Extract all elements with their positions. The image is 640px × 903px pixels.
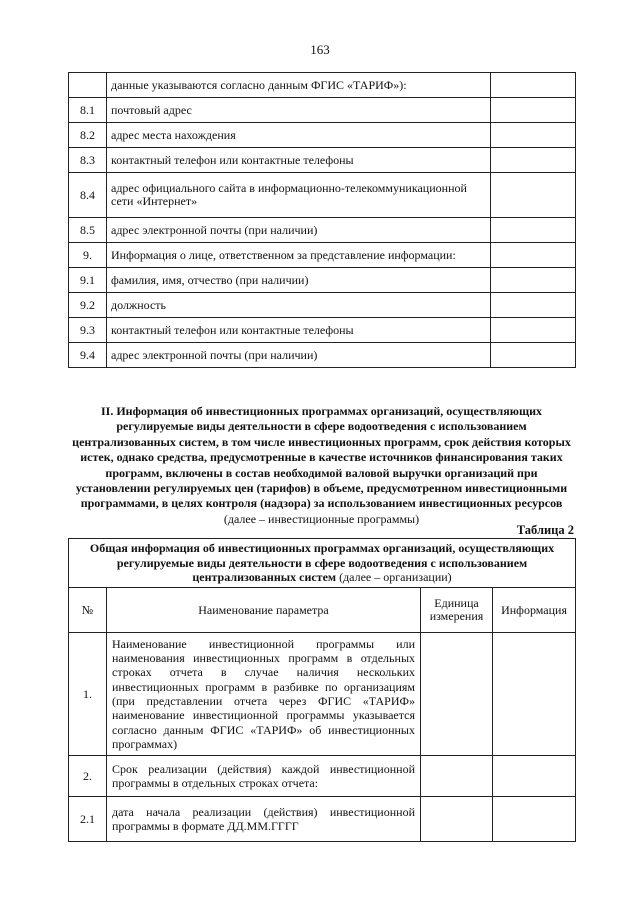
table2-header-note: (далее – организации) (336, 570, 452, 585)
row-parameter: адрес электронной почты (при наличии) (107, 343, 491, 368)
row-parameter: контактный телефон или контактные телефоны (107, 318, 491, 343)
row-value-cell (491, 293, 576, 318)
page-number: 163 (310, 42, 330, 57)
row-info-cell (493, 756, 576, 797)
row-value-cell (491, 73, 576, 98)
table2-header (69, 539, 576, 588)
table-row (69, 98, 576, 123)
row-parameter: почтовый адрес (107, 98, 491, 123)
row-number: 9.1 (69, 268, 107, 293)
table-row (69, 73, 576, 98)
table-row (69, 173, 576, 218)
column-header-info: Информация (493, 588, 576, 633)
investment-programs-table (68, 538, 576, 842)
table-row (69, 148, 576, 173)
row-number (69, 73, 107, 98)
table-row (69, 797, 576, 842)
column-header-unit: Единица измерения (421, 588, 493, 633)
row-value-cell (491, 148, 576, 173)
section-heading (68, 404, 575, 527)
row-parameter: контактный телефон или контактные телефоны (107, 148, 491, 173)
row-parameter: Срок реализации (действия) каждой инвестиционной программы в отдельных строках отчета: (107, 756, 421, 797)
row-number: 8.4 (69, 173, 107, 218)
row-number: 2.1 (69, 797, 107, 842)
column-header-num: № (69, 588, 107, 633)
row-unit-cell (421, 633, 493, 756)
table-row (69, 293, 576, 318)
row-parameter: данные указываются согласно данным ФГИС «ТАРИФ»): (107, 73, 491, 98)
row-info-cell (493, 633, 576, 756)
column-header-name: Наименование параметра (107, 588, 421, 633)
row-number: 8.1 (69, 98, 107, 123)
table-row (69, 318, 576, 343)
table-row (69, 123, 576, 148)
row-number: 2. (69, 756, 107, 797)
table-row (69, 243, 576, 268)
row-parameter: дата начала реализации (действия) инвестиционной программы в формате ДД.ММ.ГГГГ (107, 797, 421, 842)
table2-header-bold: Общая информация об инвестиционных программах организаций, осуществляющих регулируемые виды деятельности в сфере водоотведения с использованием централизованных систем (89, 541, 555, 585)
row-value-cell (491, 268, 576, 293)
row-parameter: адрес официального сайта в информационно-телекоммуникационной сети «Интернет» (107, 173, 491, 218)
section-heading-bold: II. Информация об инвестиционных программах организаций, осуществляющих регулируемые виды деятельности в сфере водоотведения с использованием централизованных систем, в том числе инвестиционных программ, срок действия которых истек, однако средства, предусмотренные в качестве источников финансирования таких программ, включены в состав необходимой валовой выручки организаций при установлении регулируемых цен (тарифов) в объеме, предусмотренном инвестиционными программами, в целях контроля (надзора) за использованием инвестиционных ресурсов (72, 404, 571, 511)
table-row (69, 268, 576, 293)
row-value-cell (491, 243, 576, 268)
row-unit-cell (421, 756, 493, 797)
row-parameter: Информация о лице, ответственном за представление информации: (107, 243, 491, 268)
table-caption: Таблица 2 (516, 523, 574, 537)
info-table-continued (68, 72, 576, 368)
row-number: 9.3 (69, 318, 107, 343)
row-parameter: Наименование инвестиционной программы или наименования инвестиционных программ в отдельных строках отчета в случае наличия нескольких инвестиционных программ в разбивке по организациям (при представлении отчета через ФГИС «ТАРИФ» наименование инвестиционной программы указывается согласно данным ФГИС «ТАРИФ» об инвестиционных программах) (107, 633, 421, 756)
row-number: 8.3 (69, 148, 107, 173)
row-parameter: адрес электронной почты (при наличии) (107, 218, 491, 243)
row-parameter: фамилия, имя, отчество (при наличии) (107, 268, 491, 293)
row-number: 1. (69, 633, 107, 756)
row-value-cell (491, 218, 576, 243)
table-row (69, 343, 576, 368)
row-value-cell (491, 343, 576, 368)
row-number: 8.2 (69, 123, 107, 148)
row-number: 8.5 (69, 218, 107, 243)
table-row (69, 756, 576, 797)
row-value-cell (491, 98, 576, 123)
row-number: 9.4 (69, 343, 107, 368)
row-number: 9.2 (69, 293, 107, 318)
row-info-cell (493, 797, 576, 842)
row-parameter: адрес места нахождения (107, 123, 491, 148)
row-value-cell (491, 173, 576, 218)
section-heading-note: (далее – инвестиционные программы) (223, 511, 420, 526)
row-parameter: должность (107, 293, 491, 318)
row-unit-cell (421, 797, 493, 842)
table-row (69, 633, 576, 756)
row-number: 9. (69, 243, 107, 268)
table-row (69, 218, 576, 243)
row-value-cell (491, 123, 576, 148)
row-value-cell (491, 318, 576, 343)
